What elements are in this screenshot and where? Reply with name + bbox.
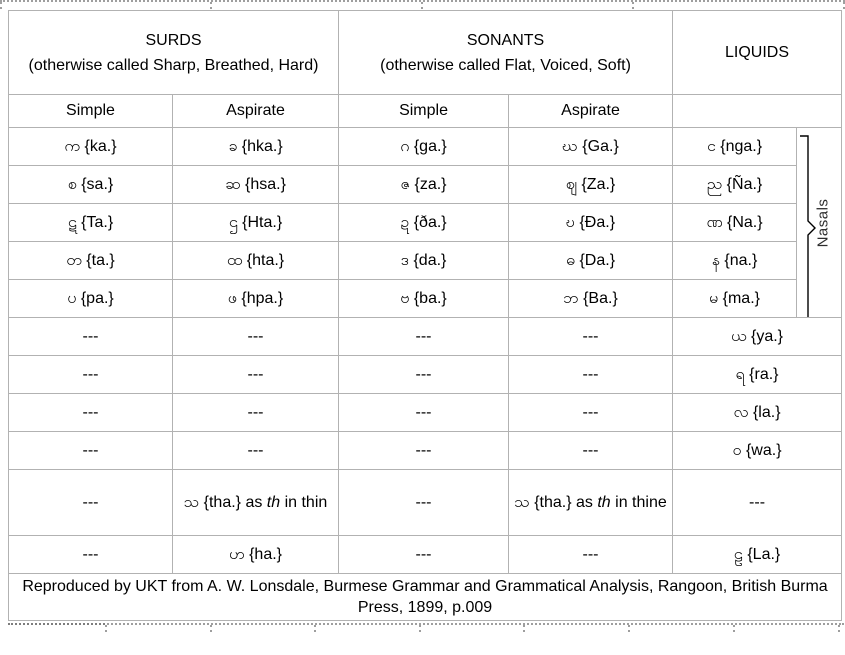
nasals-annotation-cell	[797, 128, 842, 318]
consonant-cell: ဂ {ga.}	[339, 128, 509, 166]
row-tha	[9, 470, 842, 536]
column-divider	[314, 625, 316, 632]
empty-cell: ---	[339, 432, 509, 470]
row-ka	[9, 128, 842, 166]
consonant-cell: န {na.}	[673, 242, 797, 280]
sonants-title: SONANTS	[466, 31, 545, 49]
consonant-cell: လ {la.}	[673, 394, 842, 432]
column-divider	[105, 625, 107, 632]
tha-surd-post: in thin	[280, 493, 328, 511]
row-wa	[9, 432, 842, 470]
consonant-cell: ဌ {Hta.}	[173, 204, 339, 242]
tha-sonant-em: th	[597, 493, 611, 511]
column-divider	[523, 625, 525, 632]
subheader-surds-aspirate: Aspirate	[173, 95, 339, 128]
consonant-cell: ဟ {ha.}	[173, 536, 339, 574]
subheader-sonants-simple: Simple	[339, 95, 509, 128]
source-attribution: Reproduced by UKT from A. W. Lonsdale, Burmese Grammar and Grammatical Analysis, Rangoon, British Burma Press, 1899, p.009	[9, 574, 842, 621]
empty-cell: ---	[509, 318, 673, 356]
empty-cell: ---	[173, 432, 339, 470]
row-sa	[9, 166, 842, 204]
column-divider	[421, 2, 423, 9]
surds-subtitle: (otherwise called Sharp, Breathed, Hard)	[28, 56, 319, 74]
column-divider	[628, 625, 630, 632]
subheader-row	[9, 95, 842, 128]
row-ha	[9, 536, 842, 574]
empty-cell: ---	[509, 536, 673, 574]
consonant-cell: ဒ {da.}	[339, 242, 509, 280]
row-ra	[9, 356, 842, 394]
consonant-cell: ဏ {Na.}	[673, 204, 797, 242]
consonant-cell: ဍ {ða.}	[339, 204, 509, 242]
consonant-cell: ဈ {Za.}	[509, 166, 673, 204]
empty-cell: ---	[9, 536, 173, 574]
burmese-consonant-table	[8, 10, 842, 621]
column-divider	[838, 625, 840, 632]
column-divider	[733, 625, 735, 632]
consonant-cell: ဖ {hpa.}	[173, 280, 339, 318]
consonant-cell: ဘ {Ba.}	[509, 280, 673, 318]
consonant-cell: တ {ta.}	[9, 242, 173, 280]
tha-sonant-post: in thine	[610, 493, 667, 511]
empty-cell: ---	[9, 318, 173, 356]
empty-cell: ---	[173, 318, 339, 356]
group-header-surds	[9, 11, 339, 95]
consonant-cell: ဎ {Ða.}	[509, 204, 673, 242]
consonant-cell: ဇ {za.}	[339, 166, 509, 204]
subheader-sonants-aspirate: Aspirate	[509, 95, 673, 128]
group-header-sonants	[339, 11, 673, 95]
consonant-cell: ခ {hka.}	[173, 128, 339, 166]
column-divider	[210, 2, 212, 9]
subheader-liquids-blank	[673, 95, 842, 128]
bottom-partial-table-row	[8, 623, 844, 631]
empty-cell: ---	[9, 356, 173, 394]
empty-cell: ---	[509, 394, 673, 432]
row-la	[9, 394, 842, 432]
group-header-row	[9, 11, 842, 95]
consonant-cell: င {nga.}	[673, 128, 797, 166]
empty-cell: ---	[173, 394, 339, 432]
liquids-title: LIQUIDS	[725, 44, 790, 61]
consonant-cell: ထ {hta.}	[173, 242, 339, 280]
consonant-cell: ဋ {Ta.}	[9, 204, 173, 242]
row-Ta	[9, 204, 842, 242]
group-header-liquids	[673, 11, 842, 95]
consonant-cell-tha-surd	[173, 470, 339, 536]
empty-cell: ---	[339, 318, 509, 356]
column-divider	[8, 623, 105, 625]
consonant-cell: မ {ma.}	[673, 280, 797, 318]
surds-title: SURDS	[145, 31, 202, 49]
consonant-cell: ဆ {hsa.}	[173, 166, 339, 204]
column-divider	[419, 625, 421, 632]
empty-cell: ---	[509, 356, 673, 394]
consonant-cell: စ {sa.}	[9, 166, 173, 204]
consonant-cell: ည {Ña.}	[673, 166, 797, 204]
empty-cell: ---	[9, 394, 173, 432]
empty-cell: ---	[339, 356, 509, 394]
empty-cell: ---	[339, 536, 509, 574]
empty-cell: ---	[509, 432, 673, 470]
consonant-cell: ဗ {ba.}	[339, 280, 509, 318]
source-attribution-row	[9, 574, 842, 621]
subheader-surds-simple: Simple	[9, 95, 173, 128]
consonant-cell: ဝ {wa.}	[673, 432, 842, 470]
empty-cell: ---	[173, 356, 339, 394]
row-ya	[9, 318, 842, 356]
consonant-cell-tha-sonant	[509, 470, 673, 536]
column-divider	[210, 625, 212, 632]
consonant-cell: ယ {ya.}	[673, 318, 842, 356]
sonants-subtitle: (otherwise called Flat, Voiced, Soft)	[380, 56, 631, 74]
top-partial-table-row	[0, 0, 845, 9]
nasals-brace	[798, 134, 816, 318]
empty-cell: ---	[339, 470, 509, 536]
consonant-cell: ရ {ra.}	[673, 356, 842, 394]
consonant-cell: ဃ {Ga.}	[509, 128, 673, 166]
row-pa	[9, 280, 842, 318]
consonant-cell: က {ka.}	[9, 128, 173, 166]
tha-surd-em: th	[266, 493, 281, 511]
empty-cell: ---	[339, 394, 509, 432]
row-ta	[9, 242, 842, 280]
consonant-cell: ဓ {Da.}	[509, 242, 673, 280]
empty-cell: ---	[9, 470, 173, 536]
consonant-cell: ပ {pa.}	[9, 280, 173, 318]
empty-cell: ---	[673, 470, 842, 536]
empty-cell: ---	[9, 432, 173, 470]
column-divider	[0, 2, 2, 9]
consonant-cell: ဠ {La.}	[673, 536, 842, 574]
tha-surd-pre: သ {tha.} as	[183, 493, 267, 511]
tha-sonant-pre: သ {tha.} as	[514, 493, 598, 511]
nasals-label: Nasals	[814, 198, 832, 247]
column-divider	[632, 2, 634, 9]
